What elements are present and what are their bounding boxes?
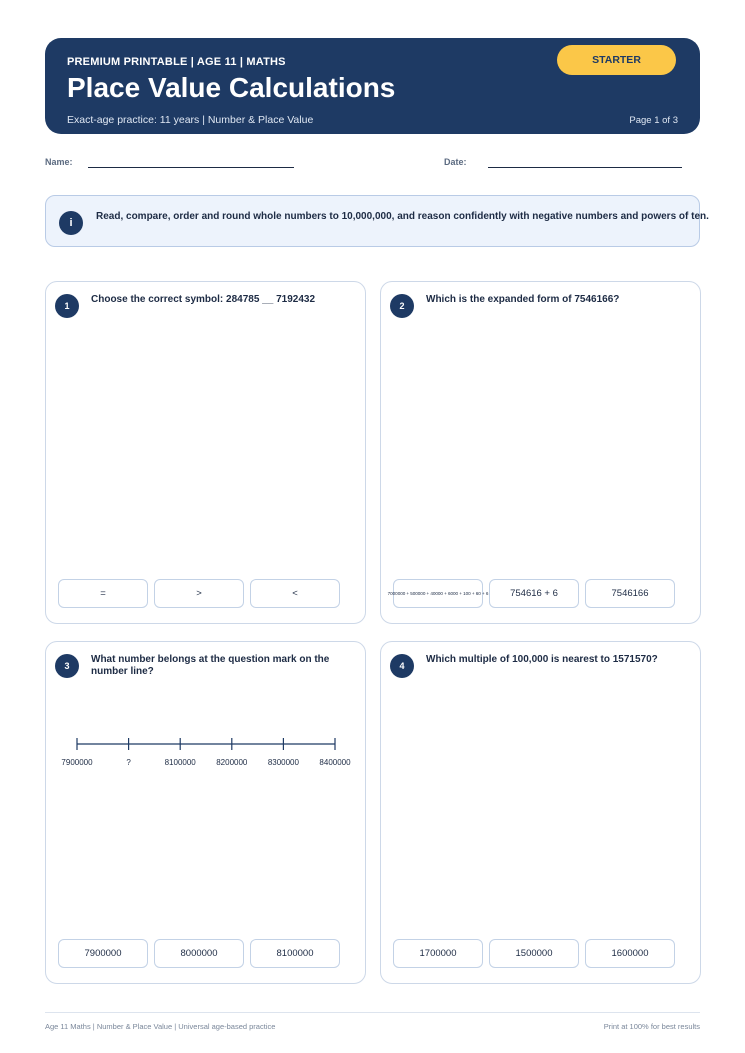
answer-options bbox=[387, 579, 675, 608]
answer-option[interactable]: 8000000 bbox=[154, 939, 244, 968]
question-card-3 bbox=[45, 641, 366, 984]
name-label: Name: bbox=[45, 157, 73, 167]
answer-option[interactable]: 7546166 bbox=[585, 579, 675, 608]
instructions-text: Read, compare, order and round whole numbers to 10,000,000, and reason confidently with negative numbers and powers of ten. bbox=[96, 211, 709, 222]
footer-left-text: Age 11 Maths | Number & Place Value | Universal age-based practice bbox=[45, 1022, 276, 1031]
question-text: Choose the correct symbol: 284785 __ 7192432 bbox=[91, 294, 316, 305]
date-line[interactable] bbox=[488, 167, 682, 168]
answer-options bbox=[58, 579, 340, 608]
answer-options bbox=[58, 939, 340, 968]
question-card-2 bbox=[380, 281, 701, 624]
instructions-box bbox=[45, 195, 709, 247]
question-number: 3 bbox=[55, 654, 79, 678]
number-line-label: 7900000 bbox=[61, 758, 93, 767]
header-eyebrow: PREMIUM PRINTABLE | AGE 11 | MATHS bbox=[67, 56, 286, 68]
answer-option[interactable]: 8100000 bbox=[250, 939, 340, 968]
question-card-4 bbox=[380, 641, 701, 984]
answer-option[interactable]: 1500000 bbox=[489, 939, 579, 968]
footer-right-text: Print at 100% for best results bbox=[603, 1022, 700, 1031]
question-text: Which is the expanded form of 7546166? bbox=[426, 294, 620, 305]
question-number: 1 bbox=[55, 294, 79, 318]
question-number: 2 bbox=[390, 294, 414, 318]
footer-divider bbox=[45, 1012, 700, 1013]
number-line-label: 8200000 bbox=[216, 758, 248, 767]
answer-option[interactable]: = bbox=[58, 579, 148, 608]
page-number: Page 1 of 3 bbox=[629, 115, 678, 126]
header-subtitle: Exact-age practice: 11 years | Number & Place Value bbox=[67, 114, 314, 126]
answer-options bbox=[393, 939, 675, 968]
info-icon: i bbox=[59, 211, 83, 235]
number-line-label: 8300000 bbox=[267, 758, 299, 767]
answer-option[interactable]: > bbox=[154, 579, 244, 608]
level-badge: STARTER bbox=[557, 45, 676, 75]
answer-option[interactable]: 1700000 bbox=[393, 939, 483, 968]
number-line-label: 8100000 bbox=[164, 758, 196, 767]
question-text: Which multiple of 100,000 is nearest to 1571570? bbox=[426, 654, 658, 665]
number-line bbox=[56, 734, 356, 774]
question-number: 4 bbox=[390, 654, 414, 678]
number-line-label: ? bbox=[126, 758, 131, 767]
date-label: Date: bbox=[444, 157, 467, 167]
page-title: Place Value Calculations bbox=[67, 72, 396, 103]
name-line[interactable] bbox=[88, 167, 294, 168]
number-line-label: 8400000 bbox=[319, 758, 351, 767]
answer-option[interactable]: 7900000 bbox=[58, 939, 148, 968]
worksheet-header bbox=[45, 38, 700, 134]
question-text: What number belongs at the question mark on the number line? bbox=[91, 654, 330, 677]
question-card-1 bbox=[45, 281, 366, 624]
answer-option[interactable]: 7000000 + 500000 + 40000 + 6000 + 100 + 60 + 6 bbox=[393, 579, 483, 608]
answer-option[interactable]: 754616 + 6 bbox=[489, 579, 579, 608]
answer-option[interactable]: 1600000 bbox=[585, 939, 675, 968]
answer-option[interactable]: < bbox=[250, 579, 340, 608]
